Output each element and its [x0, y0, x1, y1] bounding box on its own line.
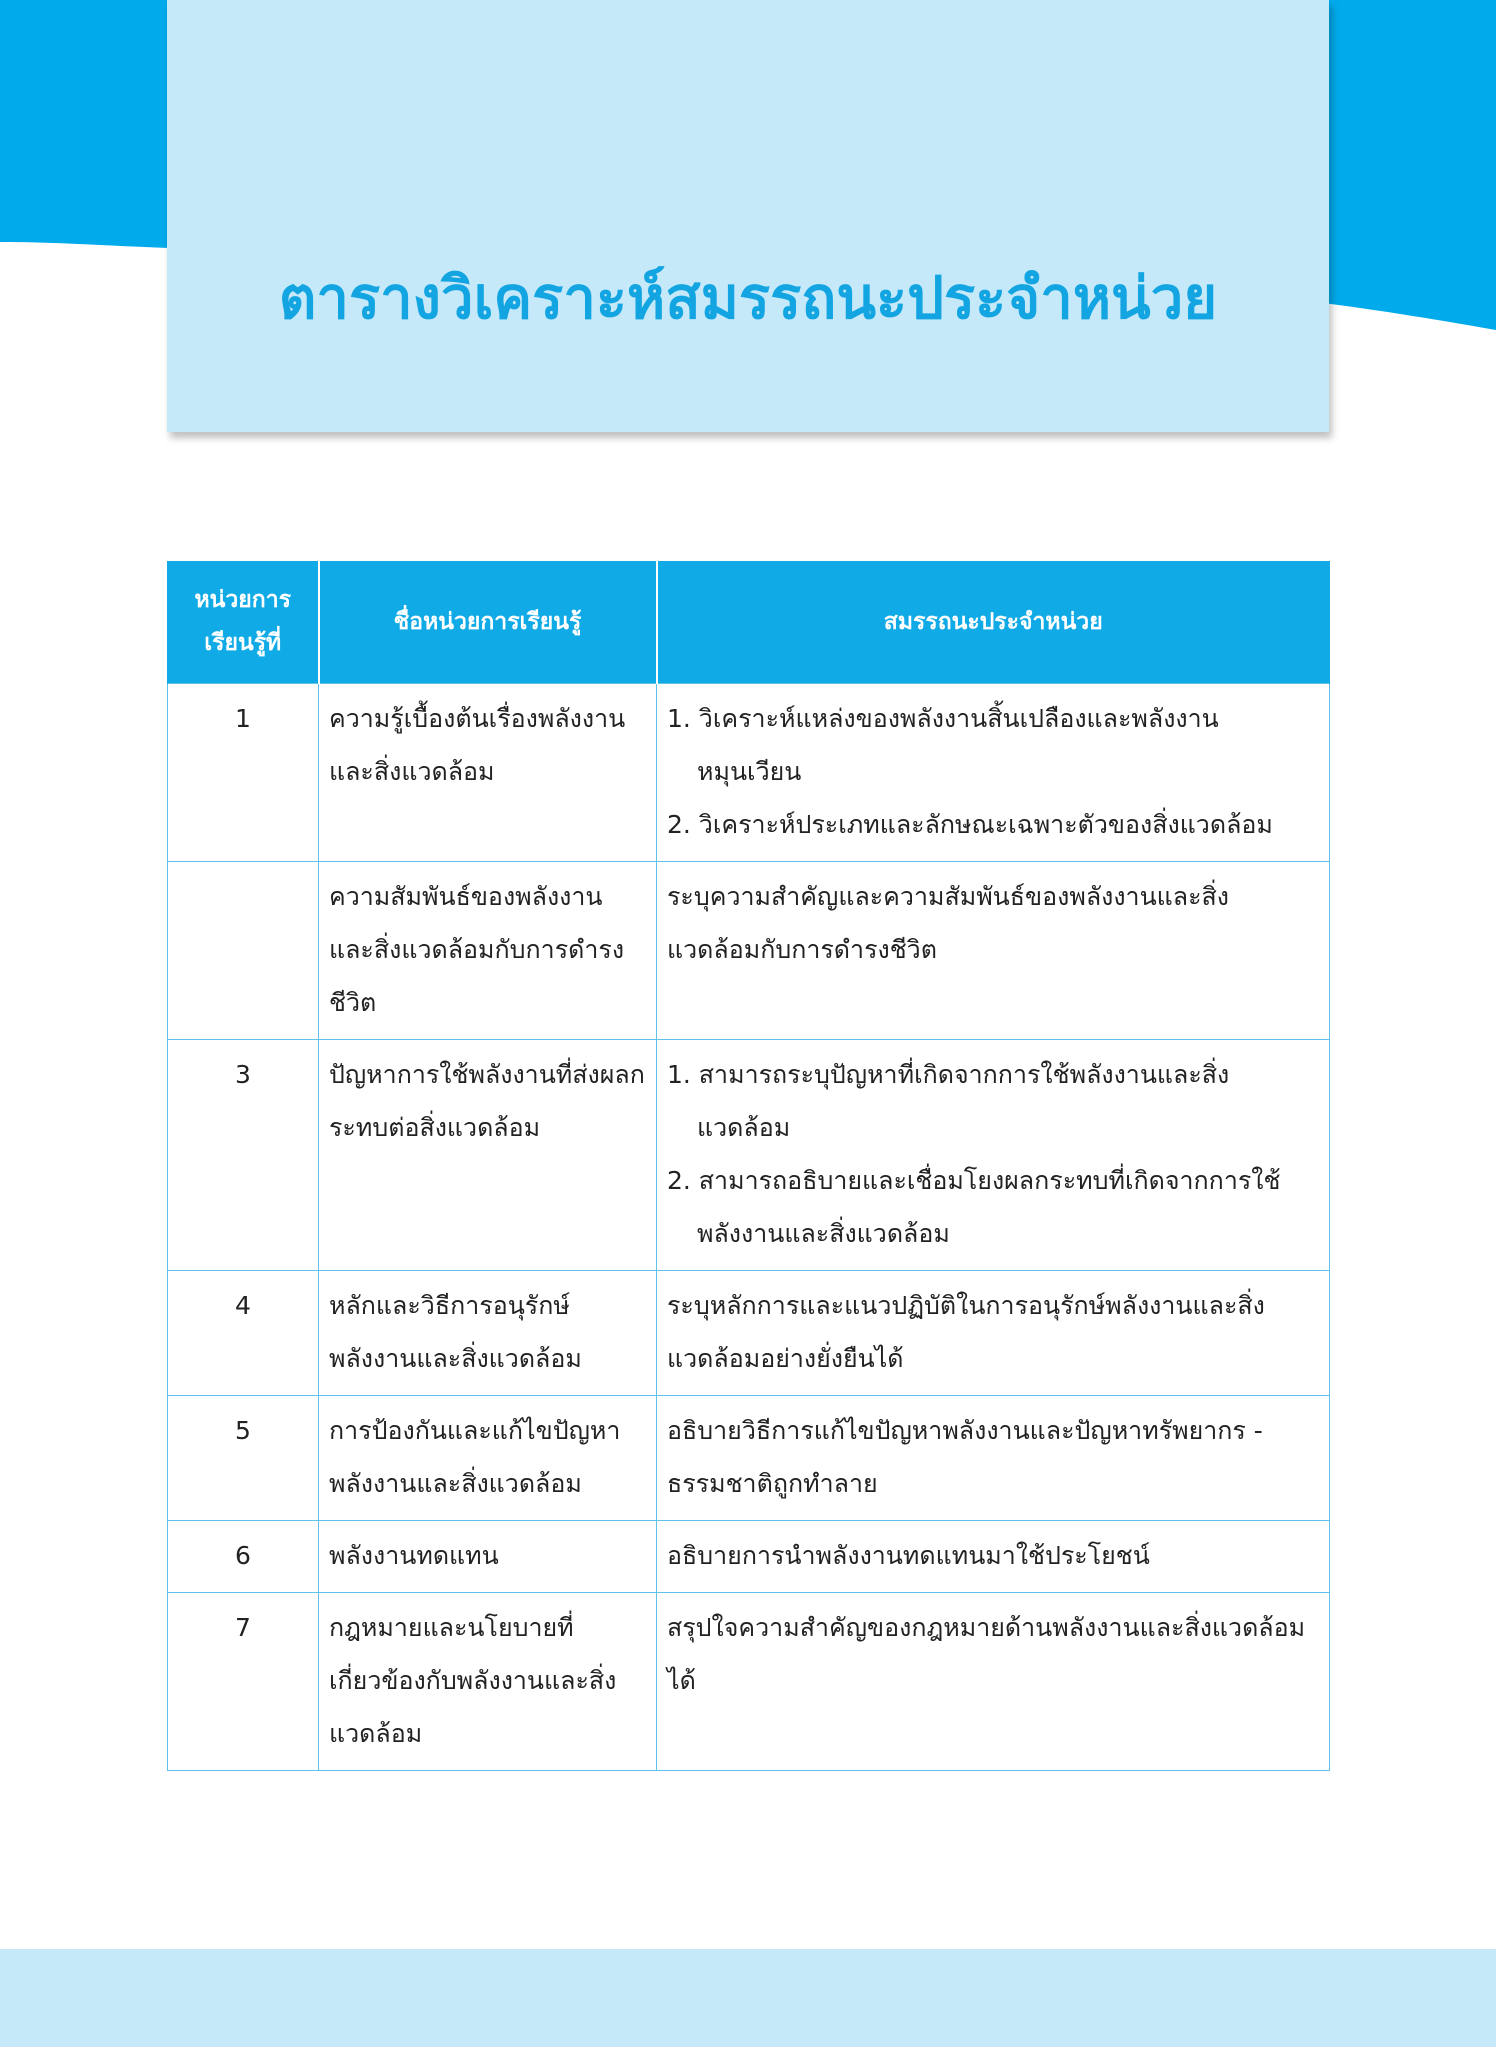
unit-number-cell: 5 — [168, 1396, 319, 1521]
table-row — [168, 1521, 1330, 1593]
competency-item: สรุปใจความสำคัญของกฎหมายด้านพลังงานและสิ่งแวดล้อมได้ — [667, 1613, 1306, 1695]
page-title: ตารางวิเคราะห์สมรรถนะประจำหน่วย — [278, 264, 1218, 332]
competency-cell — [657, 1521, 1330, 1593]
unit-name-cell: ปัญหาการใช้พลังงานที่ส่งผลกระทบต่อสิ่งแวดล้อม — [319, 1040, 657, 1271]
competency-cell — [657, 1271, 1330, 1396]
unit-number-cell: 1 — [168, 684, 319, 862]
competency-item: 2. วิเคราะห์ประเภทและลักษณะเฉพาะตัวของสิ่งแวดล้อม — [667, 810, 1273, 839]
title-banner — [167, 0, 1329, 432]
unit-name-cell: กฎหมายและนโยบายที่เกี่ยวข้องกับพลังงานและสิ่งแวดล้อม — [319, 1593, 657, 1771]
unit-number-cell: 3 — [168, 1040, 319, 1271]
competency-item: อธิบายการนำพลังงานทดแทนมาใช้ประโยชน์ — [667, 1541, 1150, 1570]
table-row — [168, 684, 1330, 862]
competency-cell — [657, 862, 1330, 1040]
unit-name-cell: พลังงานทดแทน — [319, 1521, 657, 1593]
competency-item: 2. สามารถอธิบายและเชื่อมโยงผลกระทบที่เกิดจากการใช้พลังงานและสิ่งแวดล้อม — [667, 1166, 1281, 1248]
table-row — [168, 1593, 1330, 1771]
unit-name-cell: ความรู้เบื้องต้นเรื่องพลังงานและสิ่งแวดล้อม — [319, 684, 657, 862]
competency-item: ระบุความสำคัญและความสัมพันธ์ของพลังงานและสิ่งแวดล้อมกับการดำรงชีวิต — [667, 882, 1230, 964]
unit-number-cell: 6 — [168, 1521, 319, 1593]
table-header-row — [168, 561, 1330, 684]
footer-band — [0, 1949, 1496, 2047]
header-unit-name: ชื่อหน่วยการเรียนรู้ — [319, 561, 657, 684]
competency-item: ระบุหลักการและแนวปฏิบัติในการอนุรักษ์พลังงานและสิ่งแวดล้อมอย่างยั่งยืนได้ — [667, 1291, 1265, 1373]
table-row — [168, 1040, 1330, 1271]
unit-number-cell: 4 — [168, 1271, 319, 1396]
competency-cell — [657, 1040, 1330, 1271]
header-unit-no: หน่วยการเรียนรู้ที่ — [168, 561, 319, 684]
competency-table — [167, 561, 1330, 1771]
competency-item: 1. วิเคราะห์แหล่งของพลังงานสิ้นเปลืองและพลังงานหมุนเวียน — [667, 704, 1219, 786]
competency-cell — [657, 1593, 1330, 1771]
competency-cell — [657, 1396, 1330, 1521]
header-competency: สมรรถนะประจำหน่วย — [657, 561, 1330, 684]
table-body — [168, 684, 1330, 1771]
table-row — [168, 862, 1330, 1040]
table-row — [168, 1271, 1330, 1396]
competency-item: อธิบายวิธีการแก้ไขปัญหาพลังงานและปัญหาทรัพยากร - ธรรมชาติถูกทำลาย — [667, 1416, 1263, 1498]
unit-number-cell: 7 — [168, 1593, 319, 1771]
competency-item: 1. สามารถระบุปัญหาที่เกิดจากการใช้พลังงานและสิ่งแวดล้อม — [667, 1060, 1230, 1142]
competency-table-container — [167, 561, 1329, 1771]
unit-name-cell: หลักและวิธีการอนุรักษ์พลังงานและสิ่งแวดล้อม — [319, 1271, 657, 1396]
table-row — [168, 1396, 1330, 1521]
unit-number-cell — [168, 862, 319, 1040]
unit-name-cell: การป้องกันและแก้ไขปัญหาพลังงานและสิ่งแวดล้อม — [319, 1396, 657, 1521]
competency-cell — [657, 684, 1330, 862]
unit-name-cell: ความสัมพันธ์ของพลังงานและสิ่งแวดล้อมกับการดำรงชีวิต — [319, 862, 657, 1040]
